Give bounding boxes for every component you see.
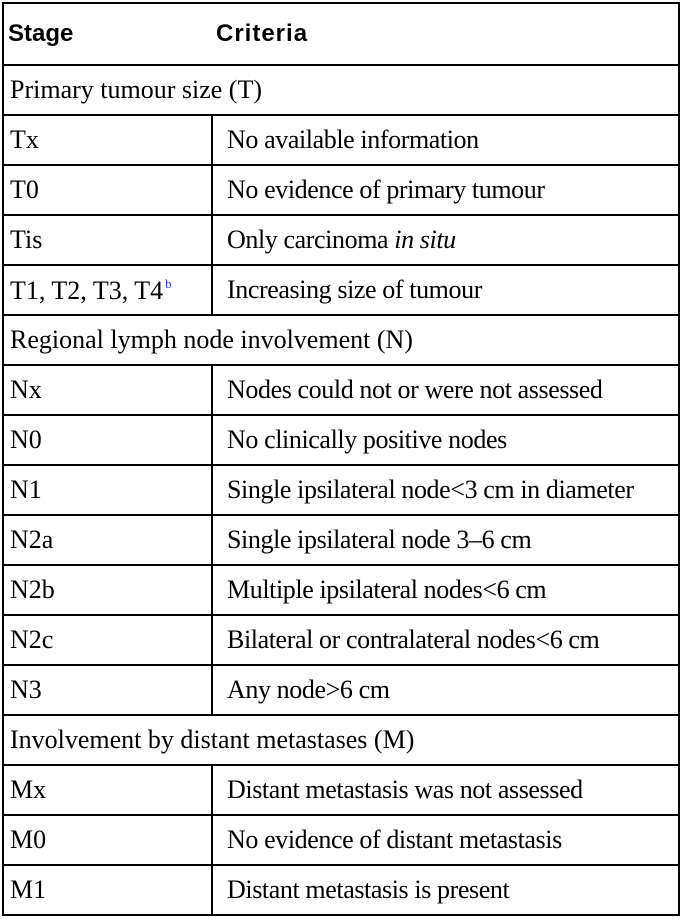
- stage-cell: N2c: [3, 615, 212, 665]
- stage-cell: Tis: [3, 215, 212, 265]
- section-row-m: [3, 715, 679, 765]
- section-row-n: [3, 315, 679, 365]
- stage-cell: [3, 265, 212, 315]
- stage-cell: M1: [3, 865, 212, 915]
- stage-cell: Tx: [3, 115, 212, 165]
- table-row: [3, 465, 679, 515]
- criteria-cell: Distant metastasis is present: [212, 865, 679, 915]
- table-row: [3, 365, 679, 415]
- table-row: [3, 665, 679, 715]
- header-stage: Stage: [3, 3, 212, 65]
- criteria-cell: Nodes could not or were not assessed: [212, 365, 679, 415]
- criteria-cell: [212, 215, 679, 265]
- tnm-staging-table: [2, 2, 680, 916]
- criteria-cell: No clinically positive nodes: [212, 415, 679, 465]
- criteria-italic-text: in situ: [394, 225, 456, 254]
- criteria-cell: No evidence of distant metastasis: [212, 815, 679, 865]
- stage-cell: N0: [3, 415, 212, 465]
- criteria-cell: Distant metastasis was not assessed: [212, 765, 679, 815]
- criteria-cell: Single ipsilateral node<3 cm in diameter: [212, 465, 679, 515]
- stage-cell: N2a: [3, 515, 212, 565]
- table-row: [3, 115, 679, 165]
- header-row: [3, 3, 679, 65]
- stage-cell: T0: [3, 165, 212, 215]
- table-row: [3, 865, 679, 915]
- section-row-t: [3, 65, 679, 115]
- stage-cell: Mx: [3, 765, 212, 815]
- footnote-marker[interactable]: b: [165, 275, 172, 291]
- criteria-cell: Multiple ipsilateral nodes<6 cm: [212, 565, 679, 615]
- section-title: Primary tumour size (T): [3, 65, 679, 115]
- criteria-cell: Any node>6 cm: [212, 665, 679, 715]
- section-title: Regional lymph node involvement (N): [3, 315, 679, 365]
- table-row: [3, 515, 679, 565]
- table-row: [3, 615, 679, 665]
- header-criteria: Criteria: [212, 3, 679, 65]
- table-row: [3, 215, 679, 265]
- table-row: [3, 565, 679, 615]
- stage-cell: N3: [3, 665, 212, 715]
- criteria-cell: No available information: [212, 115, 679, 165]
- table-row: [3, 415, 679, 465]
- table-row: [3, 815, 679, 865]
- criteria-cell: Single ipsilateral node 3–6 cm: [212, 515, 679, 565]
- criteria-cell: Bilateral or contralateral nodes<6 cm: [212, 615, 679, 665]
- stage-text: T1, T2, T3, T4: [10, 275, 164, 305]
- table-row: [3, 165, 679, 215]
- table-row: [3, 265, 679, 315]
- criteria-cell: Increasing size of tumour: [212, 265, 679, 315]
- table-row: [3, 765, 679, 815]
- stage-cell: N2b: [3, 565, 212, 615]
- section-title: Involvement by distant metastases (M): [3, 715, 679, 765]
- criteria-text: Only carcinoma: [227, 225, 395, 254]
- stage-cell: Nx: [3, 365, 212, 415]
- stage-cell: M0: [3, 815, 212, 865]
- criteria-cell: No evidence of primary tumour: [212, 165, 679, 215]
- stage-cell: N1: [3, 465, 212, 515]
